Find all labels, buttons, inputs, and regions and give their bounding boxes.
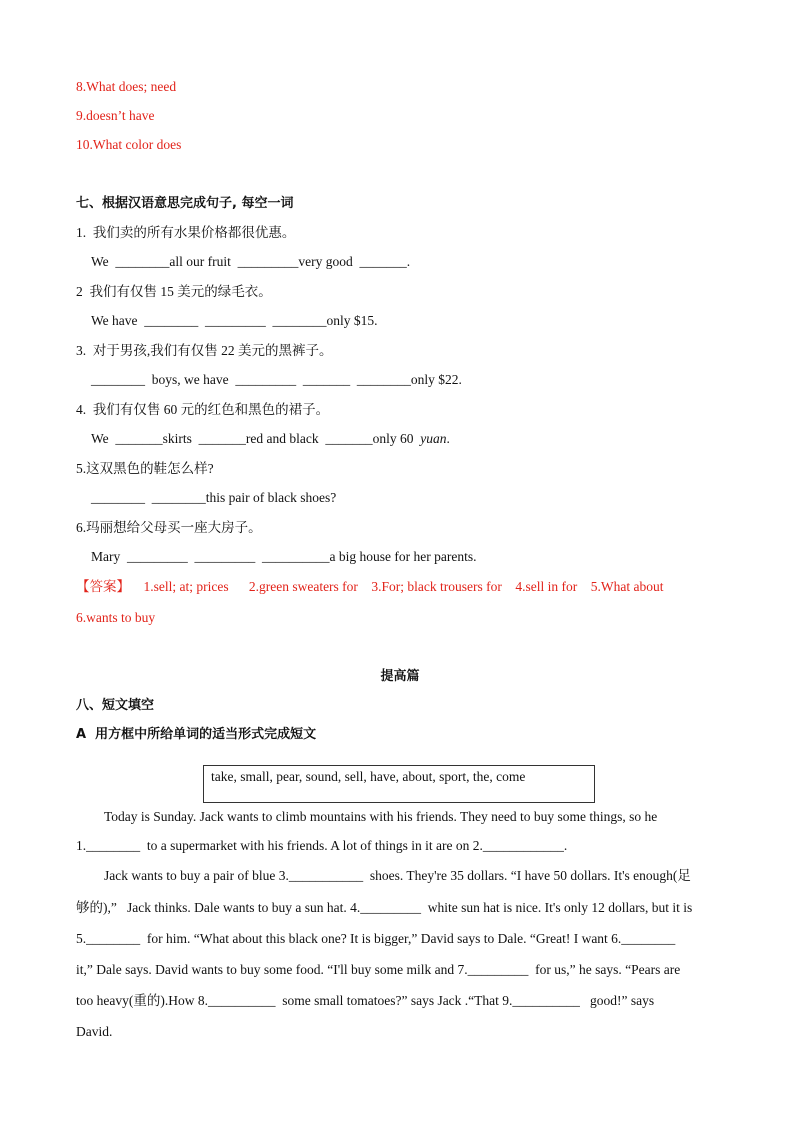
question-5-english: ________ ________this pair of black shoes? (91, 490, 337, 505)
passage-line-6: it,” Dale says. David wants to buy some food. “I'll buy some milk and 7._________ for us,” he says. “Pears are (76, 962, 681, 977)
answer-line-1: 1.sell; at; prices 2.green sweaters for 3.For; black trousers for 4.sell in for 5.What about (130, 579, 664, 594)
word-box (203, 765, 595, 803)
passage-line-4: 够的),” Jack thinks. Dale wants to buy a sun hat. 4._________ white sun hat is nice. It's only 12 dollars, but it is (76, 900, 693, 915)
question-2-english: We have ________ _________ ________only $15. (91, 313, 378, 328)
question-1-english: We ________all our fruit _________very good _______. (91, 254, 411, 269)
question-6-chinese: 6.玛丽想给父母买一座大房子。 (76, 520, 262, 535)
question-5-chinese: 5.这双黑色的鞋怎么样? (76, 461, 214, 476)
prev-answer-8: 8.What does; need (76, 79, 177, 94)
answer-line-2: 6.wants to buy (76, 610, 156, 625)
question-4-chinese: 4. 我们有仅售 60 元的红色和黑色的裙子。 (76, 402, 330, 417)
passage-line-3: Jack wants to buy a pair of blue 3.___________ shoes. They're 35 dollars. “I have 50 dollars. It's enough(足 (104, 868, 691, 883)
question-2-chinese: 2 我们有仅售 15 美元的绿毛衣。 (76, 284, 272, 299)
passage-line-8: David. (76, 1024, 113, 1039)
question-4-english-end: . (446, 431, 450, 446)
passage-line-1: Today is Sunday. Jack wants to climb mountains with his friends. They need to buy some things, so he (104, 809, 658, 824)
passage-line-2: 1.________ to a supermarket with his friends. A lot of things in it are on 2.____________. (76, 838, 568, 853)
section-7-heading: 七、根据汉语意思完成句子, 每空一词 (76, 196, 294, 211)
question-1-chinese: 1. 我们卖的所有水果价格都很优惠。 (76, 225, 296, 240)
question-4-english-main: We _______skirts _______red and black _______only 60 (91, 431, 421, 446)
answer-label: 【答案】 (76, 579, 130, 594)
passage-line-7: too heavy(重的).How 8.__________ some small tomatoes?” says Jack .“That 9.__________ good!” says (76, 993, 655, 1008)
section-8-heading: 八、短文填空 (76, 698, 155, 713)
word-box-text: take, small, pear, sound, sell, have, about, sport, the, come (211, 769, 526, 784)
part-a-heading: A 用方框中所给单词的适当形式完成短文 (76, 727, 317, 742)
question-3-chinese: 3. 对于男孩,我们有仅售 22 美元的黑裤子。 (76, 343, 333, 358)
question-3-english: ________ boys, we have _________ _______ ________only $22. (91, 372, 462, 387)
prev-answer-10: 10.What color does (76, 137, 182, 152)
section-7-answers (76, 578, 664, 596)
question-4-english (91, 430, 450, 448)
advanced-title: 提高篇 (380, 669, 420, 684)
question-6-english: Mary _________ _________ __________a big house for her parents. (91, 549, 477, 564)
question-4-english-italic: yuan (420, 431, 447, 446)
passage-line-5: 5.________ for him. “What about this black one? It is bigger,” David says to Dale. “Great! I want 6.________ (76, 931, 676, 946)
prev-answer-9: 9.doesn’t have (76, 108, 155, 123)
